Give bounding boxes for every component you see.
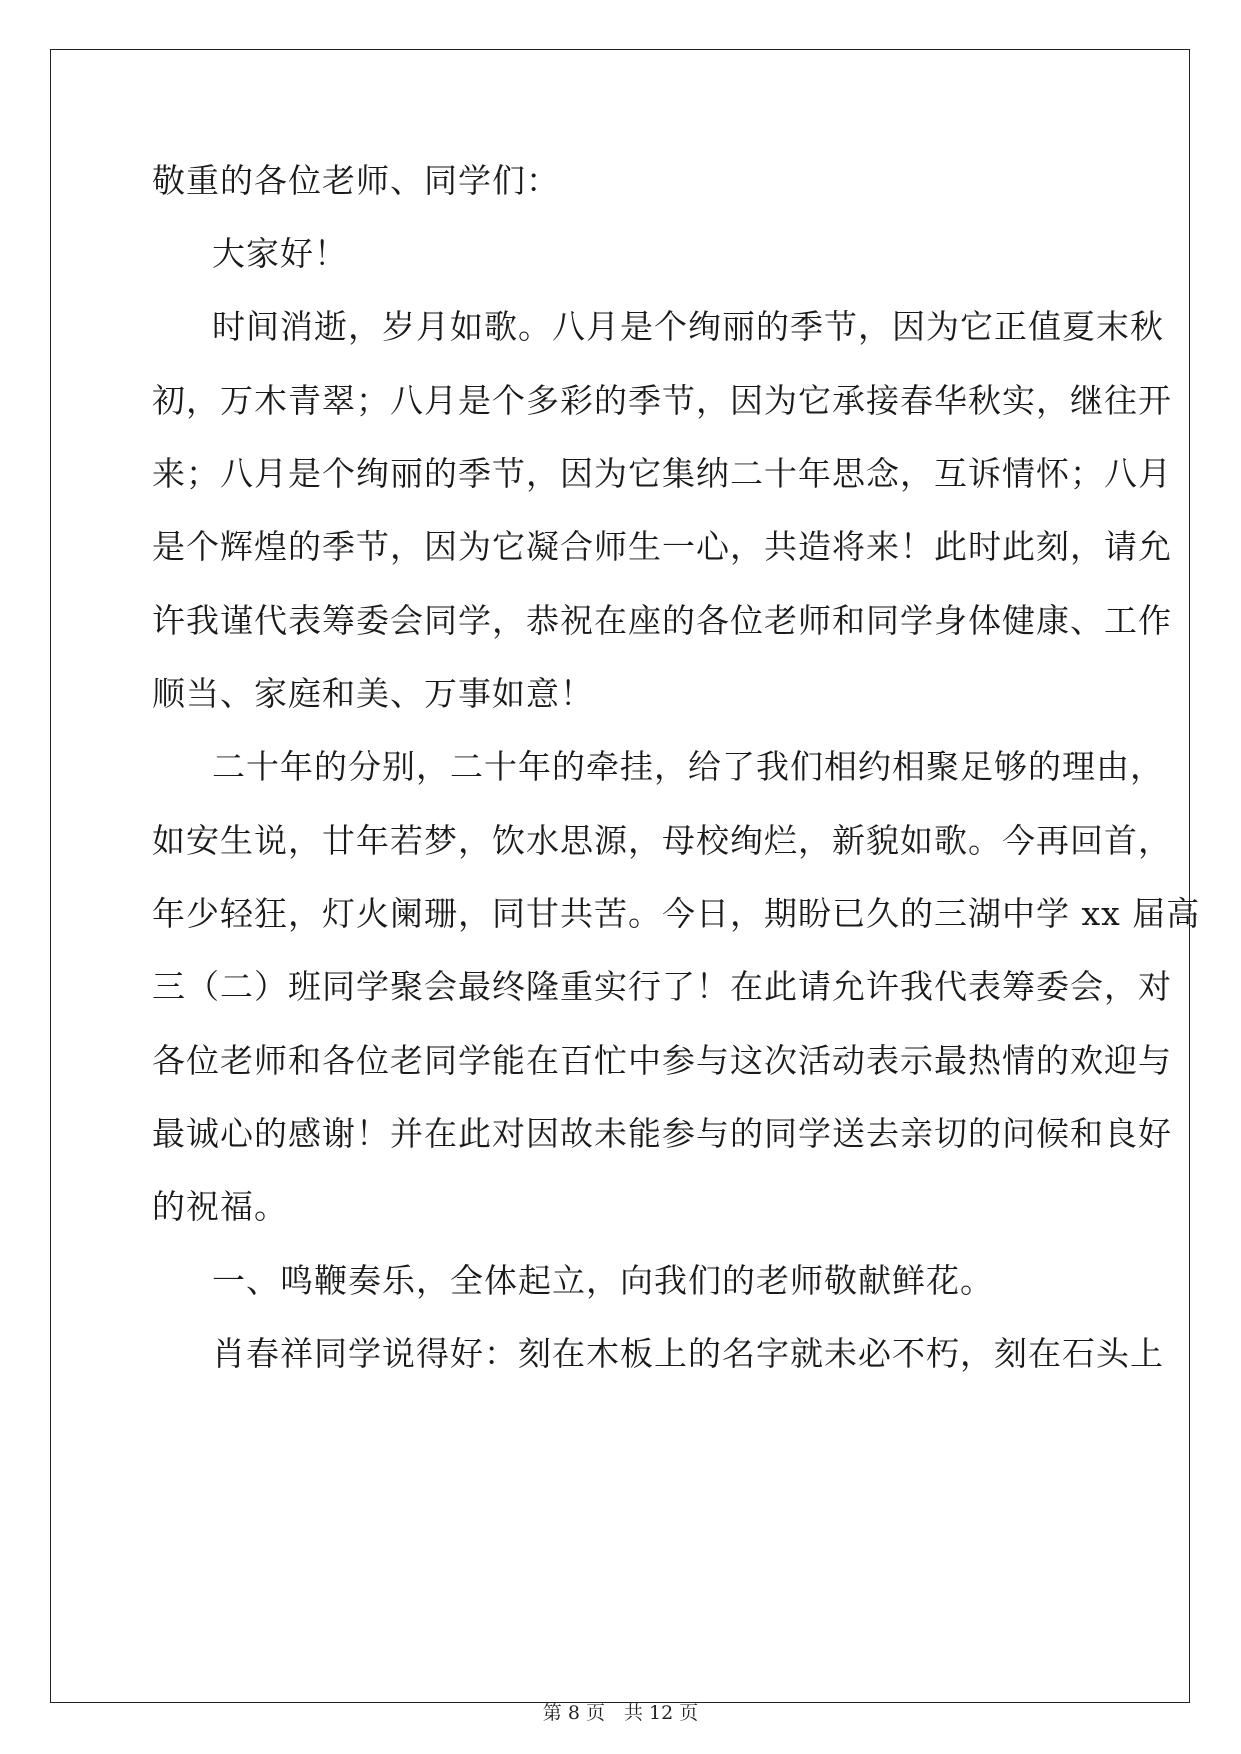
paragraph-line: 一、鸣鞭奏乐，全体起立，向我们的老师敬献鲜花。 bbox=[212, 1261, 994, 1300]
paragraph-line: 来；八月是个绚丽的季节，因为它集纳二十年思念，互诉情怀；八月 bbox=[152, 454, 1172, 493]
salutation-line: 敬重的各位老师、同学们： bbox=[152, 161, 560, 200]
paragraph-line: 三（二）班同学聚会最终隆重实行了！在此请允许我代表筹委会，对 bbox=[152, 967, 1172, 1006]
paragraph-line: 许我谨代表筹委会同学，恭祝在座的各位老师和同学身体健康、工作 bbox=[152, 601, 1172, 640]
paragraph-line: 二十年的分别，二十年的牵挂，给了我们相约相聚足够的理由， bbox=[212, 747, 1164, 786]
paragraph-line: 初，万木青翠；八月是个多彩的季节，因为它承接春华秋实，继往开 bbox=[152, 381, 1172, 420]
paragraph-line: 肖春祥同学说得好：刻在木板上的名字就未必不朽，刻在石头上 bbox=[212, 1334, 1164, 1373]
page-number-footer: 第 8 页 共 12 页 bbox=[542, 1702, 699, 1724]
page-border bbox=[50, 49, 1190, 1703]
paragraph-line: 年少轻狂，灯火阑珊，同甘共苦。今日，期盼已久的三湖中学 xx 届高 bbox=[152, 894, 1201, 933]
paragraph-line: 各位老师和各位老同学能在百忙中参与这次活动表示最热情的欢迎与 bbox=[152, 1041, 1172, 1080]
greeting-line: 大家好！ bbox=[212, 234, 348, 273]
paragraph-line: 最诚心的感谢！并在此对因故未能参与的同学送去亲切的问候和良好 bbox=[152, 1114, 1172, 1153]
paragraph-line: 顺当、家庭和美、万事如意！ bbox=[152, 674, 594, 713]
paragraph-line: 如安生说，廿年若梦，饮水思源，母校绚烂，新貌如歌。今再回首， bbox=[152, 821, 1172, 860]
paragraph-line: 的祝福。 bbox=[152, 1187, 288, 1226]
paragraph-line: 时间消逝，岁月如歌。八月是个绚丽的季节，因为它正值夏末秋 bbox=[212, 307, 1164, 346]
paragraph-line: 是个辉煌的季节，因为它凝合师生一心，共造将来！此时此刻，请允 bbox=[152, 527, 1172, 566]
